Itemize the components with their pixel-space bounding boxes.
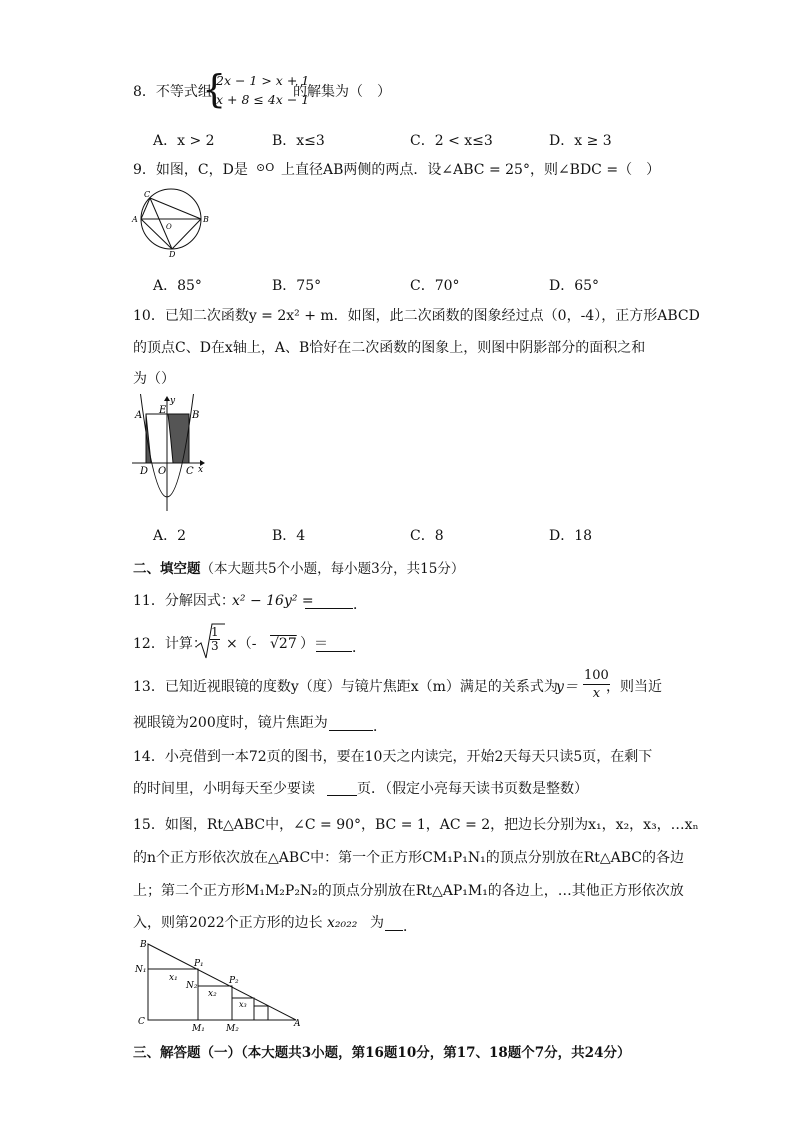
q14-line-2a: 的时间里，小明每天至少要读 <box>133 781 315 797</box>
label-c: C <box>144 190 151 199</box>
q8-option-a: A．x > 2 <box>153 133 215 149</box>
q10-option-a: A．2 <box>153 528 187 544</box>
label-b: B <box>140 940 147 950</box>
label-m1: M₁ <box>192 1024 205 1033</box>
q15-line-1: 15．如图，Rt△ABC中，∠C = 90°，BC = 1，AC = 2，把边长分别为x₁，x₂，x₃，…xₙ <box>133 817 699 833</box>
label-x1: x₁ <box>169 973 178 983</box>
q9-option-a: A．85° <box>153 278 202 294</box>
q12-times: ×（- <box>226 636 257 652</box>
q8-option-c: C．2 < x≤3 <box>410 133 493 149</box>
q14-line-1: 14．小亮借到一本72页的图书，要在10天之内读完，开始2天每天只读5页，在剩下 <box>133 749 653 765</box>
q12-fraction <box>210 626 220 653</box>
q8-inequality-2: x + 8 ≤ 4x − 1 <box>216 92 310 107</box>
label-c: C <box>186 466 194 477</box>
q12-close: ）＝ <box>300 636 328 652</box>
q13-fraction-num: 100 <box>584 668 609 683</box>
q8-suffix: 的解集为（ ） <box>293 84 391 100</box>
label-d: D <box>169 250 176 258</box>
label-e: E <box>159 405 167 416</box>
q12-answer-blank: ． <box>316 637 366 657</box>
label-b: B <box>192 410 200 421</box>
label-x: x <box>198 465 204 475</box>
q10-option-b: B．4 <box>272 528 306 544</box>
q10-option-d: D．18 <box>549 528 593 544</box>
section-3-title: 三、解答题（一） <box>133 1045 241 1061</box>
q15-line-4a: 入，则第2022个正方形的边长 <box>133 915 323 931</box>
q9-option-b: B．75° <box>272 278 322 294</box>
q11-text: 11．分解因式： <box>133 593 235 609</box>
q13-fraction-den: x <box>592 686 601 701</box>
label-o: O <box>166 223 172 231</box>
square-4 <box>254 1006 268 1020</box>
label-y: y <box>170 396 176 406</box>
section-3-rest: （本大题共3小题，第16题10分，第17、18题个7分，共24分） <box>241 1045 631 1061</box>
label-a: A <box>132 215 138 224</box>
section-2-rest: （本大题共5个小题，每小题3分，共15分） <box>200 561 465 577</box>
label-m2: M₂ <box>226 1024 239 1033</box>
section-3-heading <box>133 1041 630 1061</box>
q15-line-2: 的n个正方形依次放在△ABC中：第一个正方形CM₁P₁N₁的顶点分别放在Rt△ABC的各边 <box>133 850 685 866</box>
q10-parabola-figure <box>130 394 210 512</box>
q11-answer-blank: ． <box>305 594 367 614</box>
q10-line-2: 的顶点C、D在x轴上，A、B恰好在二次函数的图象上，则图中阴影部分的面积之和 <box>133 340 646 356</box>
label-o: O <box>158 466 167 477</box>
q9-option-d: D．65° <box>549 278 600 294</box>
label-x2: x₂ <box>208 989 217 999</box>
q14-line-2b: 页．（假定小亮每天读书页数是整数） <box>357 781 588 797</box>
q8-option-b: B．x≤3 <box>272 133 325 149</box>
label-a: A <box>135 410 143 421</box>
label-a: A <box>294 1019 301 1029</box>
q13-answer-blank: ． <box>329 716 387 736</box>
q10-line-3: 为（） <box>133 371 175 387</box>
section-2-title: 二、填空题 <box>133 561 201 577</box>
q10-option-c: C．8 <box>410 528 444 544</box>
q15-line-4-variable: x₂₀₂₂ <box>327 915 358 931</box>
q9-circle-symbol: ⊙O <box>256 161 275 174</box>
q10-line-1: 10．已知二次函数y = 2x² + m．如图，此二次函数的图象经过点（0，-4），正方形ABCD <box>133 308 700 324</box>
q9-text-b: 上直径AB两侧的两点．设∠ABC = 25°，则∠BDC =（ ） <box>281 162 661 178</box>
label-p1: P₁ <box>194 959 204 969</box>
label-n2: N₂ <box>186 981 198 991</box>
q12-root27: √27 <box>270 636 297 652</box>
q9-circle-figure <box>130 186 212 258</box>
q15-line-4b: 为 <box>370 915 384 931</box>
label-c: C <box>138 1017 145 1027</box>
system-brace: { <box>202 67 227 111</box>
q13-eq: y＝ <box>556 679 578 695</box>
label-d: D <box>140 466 149 477</box>
q15-triangle-figure <box>132 938 307 1033</box>
shaded-right <box>168 414 189 463</box>
segment-ca <box>141 198 150 219</box>
q8-option-d: D．x ≥ 3 <box>549 133 612 149</box>
label-p2: P₂ <box>229 976 239 986</box>
q13-line-2: 视眼镜为200度时，镜片焦距为 <box>133 715 328 731</box>
q11-expression: x² − 16y² = <box>232 593 314 609</box>
q12-fraction-den: 3 <box>211 639 219 653</box>
q9-text-a: 9．如图，C，D是 <box>133 162 248 178</box>
q15-line-3: 上；第二个正方形M₁M₂P₂N₂的顶点分别放在Rt△AP₁M₁的各边上，…其他正方形依次放 <box>133 883 684 899</box>
q12-fraction-num: 1 <box>211 625 219 639</box>
label-b: B <box>203 215 209 224</box>
q15-answer-blank: ． <box>385 916 417 936</box>
q13-line-1a: 13．已知近视眼镜的度数y（度）与镜片焦距x（m）满足的关系式为 <box>133 679 558 695</box>
label-n1: N₁ <box>135 965 147 975</box>
q12-text: 12．计算： <box>133 636 207 652</box>
q9-option-c: C．70° <box>410 278 460 294</box>
q8-inequality-1: 2x − 1 > x + 1 <box>216 73 310 88</box>
section-2-heading <box>133 557 464 577</box>
q8-prefix: 8．不等式组 <box>133 84 212 100</box>
label-x3: x₃ <box>239 1000 247 1009</box>
q14-answer-blank <box>327 782 357 800</box>
q13-line-1b: ，则当近 <box>606 679 662 695</box>
